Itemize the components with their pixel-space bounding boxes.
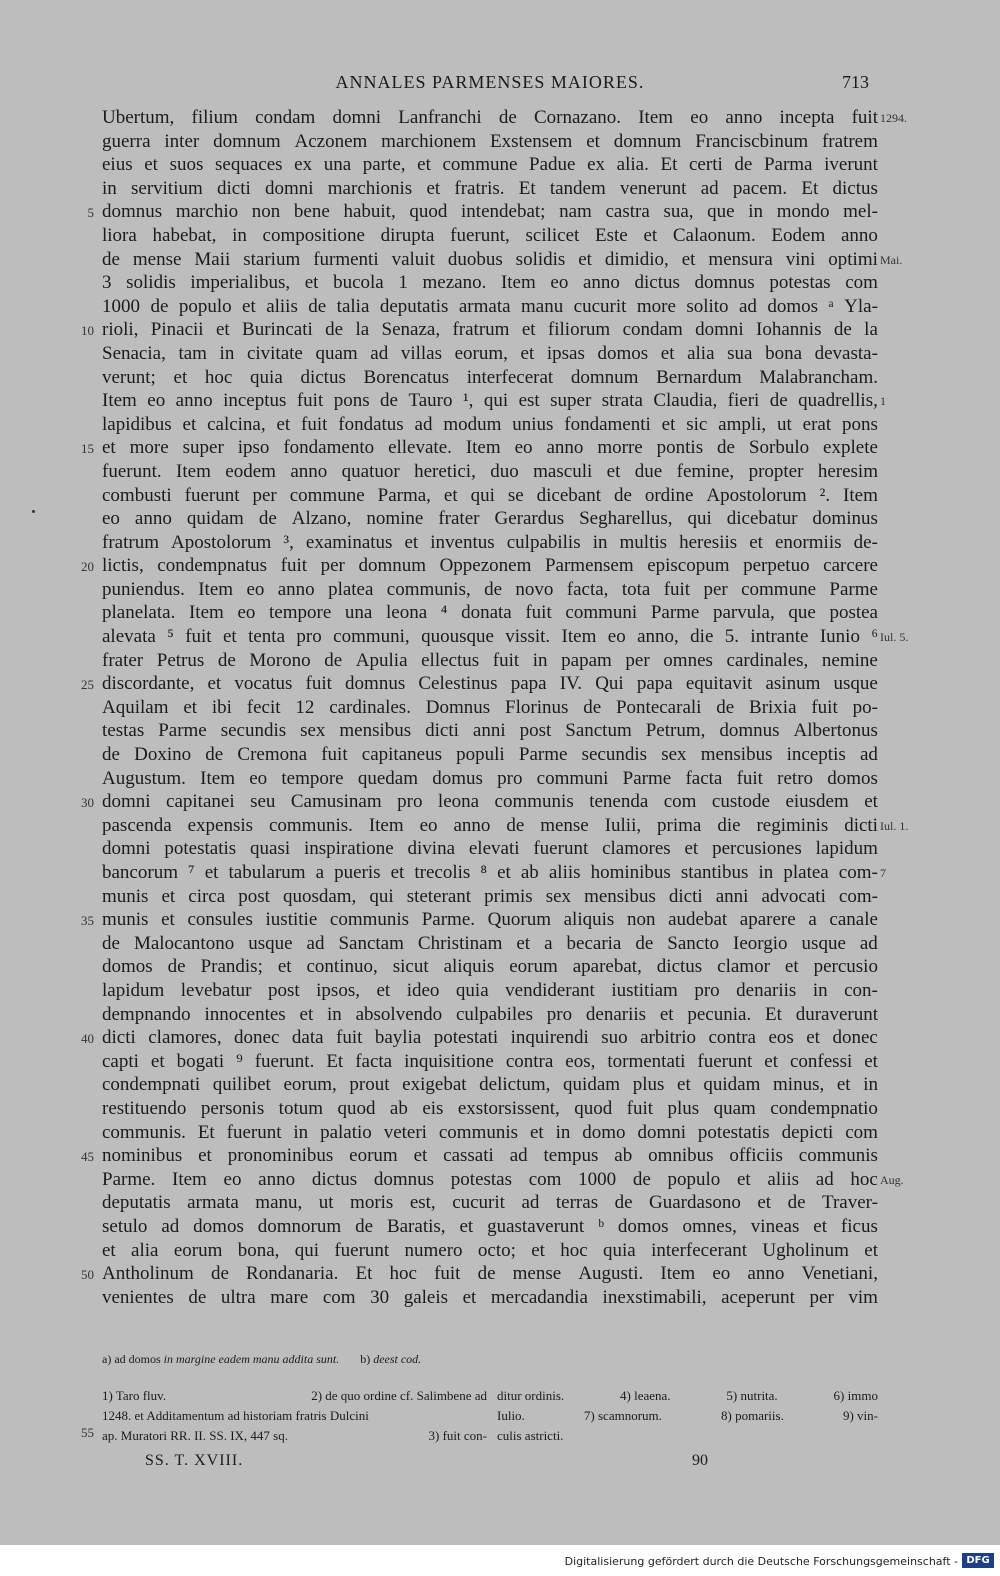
text-line: communis. Et fuerunt in palatio veteri communis et in domo domni potestatis depicti com (102, 1121, 878, 1143)
credit-bar (0, 1545, 1000, 1576)
text-line: combusti fuerunt per commune Parma, et qui se dicebant de ordine Apostolorum ². Item (102, 484, 878, 506)
text-line: fratrum Apostolorum ³, examinatus et inventus culpabilis in multis heresiis et enormiis de- (102, 531, 878, 553)
main-text (102, 106, 878, 1309)
text-line: Aquilam et ibi fecit 12 cardinales. Domnus Florinus de Pontecarali de Brixia fuit po- (102, 696, 878, 718)
text-line: bancorum ⁷ et tabularum a pueris et trecolis ⁸ et ab aliis hominibus stantibus in platea com- (102, 862, 878, 883)
text-line: Ubertum, filium condam domni Lanfranchi de Cornazano. Item eo anno incepta fuit (102, 107, 878, 128)
text-line: domni potestatis quasi inspiratione divina elevati fuerunt clamores et percusiones lapidum (102, 838, 878, 860)
text-line: Augustum. Item eo tempore quedam domus pro communi Parme facta fuit retro domos (102, 767, 878, 789)
text-line: dempnando innocentes et in absolvendo culpabiles pro denariis et pecunia. Et duraverunt (102, 1003, 878, 1025)
page-number: 713 (842, 72, 869, 92)
text-line: dicti clamores, donec data fuit baylia potestati inquirendi suo arbitrio contra eos et donec (102, 1027, 878, 1049)
text-line: restituendo personis totum quod ab eis exstorsissent, quod fuit plus quam condempnatio (102, 1097, 878, 1119)
text-line: planelata. Item eo tempore una leona ⁴ donata fuit communi Parme parvula, que postea (102, 602, 878, 624)
text-line: Parme. Item eo anno dictus domnus potestas com 1000 de populo et aliis ad hoc (102, 1168, 878, 1190)
text-line: capti et bogati ⁹ fuerunt. Et facta inquisitione contra eos, tormentati fuerunt et confessi et (102, 1050, 878, 1072)
text-line: alevata ⁵ fuit et tenta pro communi, quousque vissit. Item eo anno, die 5. intrante Iunio ⁶ (102, 626, 878, 648)
text-line: frater Petrus de Morono de Apulia ellectus fuit in papam per omnes cardinales, nemine (102, 649, 878, 671)
text-line: domni capitanei seu Camusinam pro leona communis tenenda com custode eiusdem et (102, 791, 878, 813)
margin-note: Iul. 1. (880, 819, 909, 833)
text-line: discordante, et vocatus fuit domnus Celestinus papa IV. Qui papa equitavit asinum usque (102, 673, 878, 695)
text-line: puniendus. Item eo anno platea communis, de novo facta, tota fuit per commune Parme (102, 578, 878, 600)
text-line: fuerunt. Item eodem anno quatuor heretici, duo masculi et due femine, propter heresim (102, 460, 878, 482)
margin-note: 1 (880, 394, 886, 409)
text-line: deputatis armata manu, ut moris est, cucurit ad terras de Guardasono et de Traver- (102, 1192, 878, 1214)
text-line: Antholinum de Rondanaria. Et hoc fuit de mense Augusti. Item eo anno Venetiani, (102, 1263, 878, 1285)
text-line: guerra inter domnum Aczonem marchionem Exstensem et domnum Franciscbinum fratrem (102, 130, 878, 152)
margin-note: Iul. 5. (880, 630, 909, 645)
running-title: ANNALES PARMENSES MAIORES. (335, 72, 645, 92)
footnote-line: 1) Taro fluv. 2) de quo ordine cf. Salimbene ad ditur ordinis. 4) leaena. 5) nutrita. 6) immo (102, 1388, 878, 1403)
text-line: verunt; et hoc quia dictus Borencatus interfecerat domnum Bernardum Malabrancham. (102, 366, 878, 388)
text-line: condempnati quilibet eorum, prout exigebat delictum, quidam plus et quidam minus, et in (102, 1074, 878, 1096)
text-line: lictis, condempnatus fuit per domnum Oppezonem Parmensem episcopum perpetuo carcere (102, 555, 878, 577)
dfg-logo[interactable]: DFG (962, 1553, 994, 1568)
line-number: 30 (81, 795, 94, 811)
text-line: et more super ipso fondamento ellevate. Item eo anno morre pontis de Sorbulo explete (102, 437, 878, 459)
line-number: 5 (87, 205, 94, 221)
line-number: 45 (81, 1149, 94, 1165)
footnote-b-italic: deest cod. (373, 1352, 422, 1366)
line-number: 40 (81, 1031, 94, 1047)
footnote-a-label: a) ad domos (102, 1352, 161, 1366)
footnote-b-label: b) (360, 1352, 371, 1366)
margin-note: 7 (880, 866, 886, 881)
text-line: testas Parme secundis sex mensibus dicti anni post Sanctum Petrum, domnus Albertonus (102, 720, 878, 742)
credit-text: Digitalisierung gefördert durch die Deutsche Forschungsgemeinschaft - (564, 1555, 958, 1568)
apparatus-footnote (102, 1352, 421, 1367)
line-number: 25 (81, 677, 94, 693)
text-line: de Malocantono usque ad Sanctam Christinam et a becaria de Sancto Ieorgio usque ad (102, 932, 878, 954)
line-number: 35 (81, 913, 94, 929)
text-line: domnus marchio non bene habuit, quod intendebat; nam castra sua, que in mondo mel- (102, 201, 878, 223)
text-line: lapidum levebatur post ipsos, et ideo quia vendiderant iustitiam pro denariis in con- (102, 979, 878, 1001)
footnote-line-number: 55 (81, 1425, 94, 1440)
text-line: venientes de ultra mare com 30 galeis et mercadandia inexstimabili, aceperunt per vim (102, 1286, 878, 1308)
text-line: nominibus et pronominibus eorum et cassati ad tempus ab omnibus officiis communis (102, 1145, 878, 1167)
text-line: lapidibus et calcina, et fuit fondatus ad modum unius fondamenti et sic ampli, ut erat pons (102, 413, 878, 435)
text-line: Senacia, tam in civitate quam ad villas eorum, et ipsas domos et alia sua bona devasta- (102, 342, 878, 364)
text-line: pascenda expensis communis. Item eo anno de mense Iulii, prima die regiminis dicti (102, 814, 878, 836)
margin-note: Aug. (880, 1173, 904, 1187)
text-line: eo anno quidam de Alzano, nomine frater Gerardus Segharellus, qui dicebatur dominus (102, 508, 878, 530)
text-line: 1000 de populo et aliis de talia deputatis armata manu cucurit more solito ad domos ᵃ Yla- (102, 295, 878, 317)
footnote-line: ap. Muratori RR. II. SS. IX, 447 sq. 3) fuit con- culis astricti. (102, 1428, 564, 1443)
text-line: in servitium dicti domni marchionis et fratris. Et tandem venerunt ad pacem. Et dictus (102, 177, 878, 199)
footnote-a-italic: in margine eadem manu addita sunt. (163, 1352, 340, 1366)
margin-note: 1294. (880, 111, 907, 125)
text-line: rioli, Pinacii et Burincati de la Senaza, fratrum et filiorum condam domni Iohannis de la (102, 319, 878, 341)
text-line: eius et suos sequaces ex una parte, et commune Padue ex alia. Et certi de Parma iverunt (102, 154, 878, 176)
volume-signature: SS. T. XVIII. (145, 1452, 244, 1469)
text-line: de Doxino de Cremona fuit capitaneus populi Parme secundis sex mensibus inceptis ad (102, 744, 878, 766)
text-line: de mense Maii starium furmenti valuit duobus solidis et dimidio, et mensura vini optimi (102, 248, 878, 270)
sheet-signature: 90 (692, 1452, 708, 1469)
line-number: 20 (81, 559, 94, 575)
text-line: et alia eorum bona, qui fuerunt numero octo; et hoc quia interfecerant Ugholinum et (102, 1239, 878, 1261)
text-line: 3 solidis imperialibus, et bucola 1 mezano. Item eo anno dictus domnus potestas com (102, 272, 878, 294)
line-number: 10 (81, 323, 94, 339)
text-line: munis et circa post quosdam, qui steterant primis sex mensibus dicti anni advocati com- (102, 885, 878, 907)
footnote-line: 1248. et Additamentum ad historiam fratris Dulcini Iulio. 7) scamnorum. 8) pomariis. 9) vin- (102, 1408, 878, 1423)
text-line: domos de Prandis; et continuo, sicut aliquis eorum aparebat, dictus clamor et percusio (102, 956, 878, 978)
speck-mark (32, 510, 35, 513)
line-number: 50 (81, 1267, 94, 1283)
text-line: liora habebat, in compositione dirupta fuerunt, scilicet Este et Calaonum. Eodem anno (102, 224, 878, 246)
line-number: 15 (81, 441, 94, 457)
text-line: Item eo anno inceptus fuit pons de Tauro ¹, qui est super strata Claudia, fieri de quadrellis, (102, 390, 878, 412)
margin-note: Mai. (880, 252, 903, 267)
commentary-footnotes (102, 1386, 878, 1446)
text-line: setulo ad domos domnorum de Baratis, et guastaverunt ᵇ domos omnes, vineas et ficus (102, 1215, 878, 1237)
text-line: munis et consules iustitie communis Parme. Quorum aliquis non audebat aparere a canale (102, 909, 878, 931)
